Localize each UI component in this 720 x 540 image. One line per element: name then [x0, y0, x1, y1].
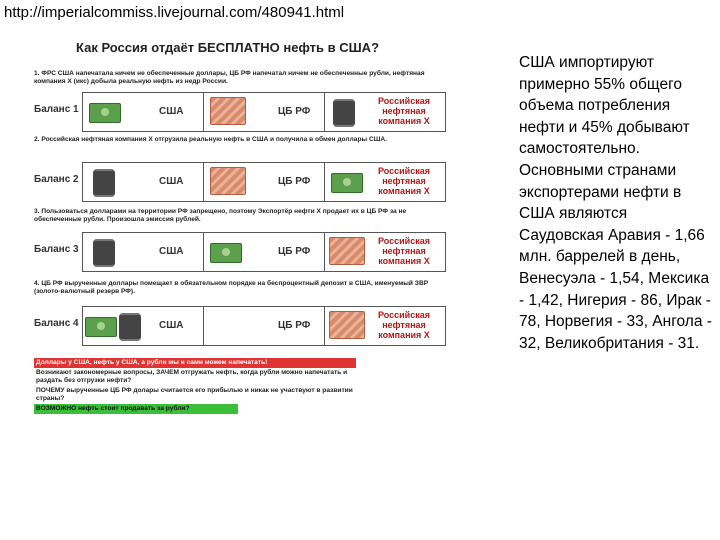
balance-label-4: Баланс 4 — [34, 318, 79, 329]
cb-label: ЦБ РФ — [278, 246, 311, 257]
footer-red-banner: Доллары у США, нефть у США, а рубли мы и сами можем напечатать! — [34, 358, 356, 368]
usa-box-2 — [82, 162, 204, 202]
oil-barrel-icon — [93, 169, 115, 197]
company-box-2 — [324, 162, 446, 202]
usa-box-3 — [82, 232, 204, 272]
oil-barrel-icon — [93, 239, 115, 267]
dollar-icon — [85, 317, 117, 337]
step-4-text: 4. ЦБ РФ вырученные доллары помещает в обязательном порядке на беспроцентный депозит в США, именуемый ЗВР (золото-валютный резерв РФ). — [34, 280, 429, 295]
step-2-text: 2. Российская нефтяная компания Х отгрузила реальную нефть в США и получила в обмен доллары США. — [34, 136, 387, 143]
ruble-icon — [210, 167, 246, 195]
usa-label: США — [159, 106, 184, 117]
usa-label: США — [159, 246, 184, 257]
cb-label: ЦБ РФ — [278, 106, 311, 117]
cb-box-2 — [203, 162, 325, 202]
company-box-1 — [324, 92, 446, 132]
balance-label-1: Баланс 1 — [34, 104, 79, 115]
dollar-icon — [331, 173, 363, 193]
step-3-text: 3. Пользоваться долларами на территории РФ запрещено, поэтому Экспортёр нефти Х продает их в ЦБ РФ за не обеспеченные рубли. Произошла эмиссия рублей. — [34, 208, 407, 223]
usa-box-4 — [82, 306, 204, 346]
ruble-icon — [329, 237, 365, 265]
cb-box-4 — [203, 306, 325, 346]
oil-import-text: США импортируют примерно 55% общего объема потребления нефти и 45% добывают самостоятельно. Основными странами экспортерами нефти в США являются Саудовская Аравия - 1,66 млн. баррелей в день, Венесуэла - 1,54, Мексика - 1,42, Нигерия - 86, Ирак - 78, Норвегия - 33, Ангола - 32, Великобритания - 31. — [519, 54, 712, 352]
company-box-3 — [324, 232, 446, 272]
balance-row-2 — [30, 160, 448, 202]
usa-label: США — [159, 176, 184, 187]
ruble-icon — [329, 311, 365, 339]
footer-question-1: Возникают закономерные вопросы, ЗАЧЕМ отгружать нефть, когда рубли можно напечатать и раздать без отгрузки нефти? — [36, 369, 348, 384]
infographic — [30, 32, 448, 432]
company-label: Российская нефтяная компания Х — [377, 96, 430, 126]
oil-barrel-icon — [119, 313, 141, 341]
footer-notes — [34, 358, 356, 414]
cb-box-1 — [203, 92, 325, 132]
cb-label: ЦБ РФ — [278, 176, 311, 187]
balance-label-2: Баланс 2 — [34, 174, 79, 185]
dollar-icon — [89, 103, 121, 123]
footer-green-banner: ВОЗМОЖНО нефть стоит продавать за рубли? — [34, 404, 238, 414]
balance-row-3 — [30, 230, 448, 272]
footer-question-2: ПОЧЕМУ вырученные ЦБ РФ долары считается его прибылью и никак не участвуют в развитии страны? — [36, 387, 353, 402]
cb-label: ЦБ РФ — [278, 320, 311, 331]
usa-box-1 — [82, 92, 204, 132]
company-label: Российская нефтяная компания Х — [377, 236, 430, 266]
company-label: Российская нефтяная компания Х — [377, 166, 430, 196]
ruble-icon — [210, 97, 246, 125]
infographic-title: Как Россия отдаёт БЕСПЛАТНО нефть в США? — [76, 40, 380, 55]
dollar-icon — [210, 243, 242, 263]
cb-box-3 — [203, 232, 325, 272]
company-label: Российская нефтяная компания Х — [377, 310, 430, 340]
balance-label-3: Баланс 3 — [34, 244, 79, 255]
company-box-4 — [324, 306, 446, 346]
usa-label: США — [159, 320, 184, 331]
source-url: http://imperialcommiss.livejournal.com/480941.html — [4, 4, 345, 21]
oil-barrel-icon — [333, 99, 355, 127]
balance-row-4 — [30, 304, 448, 346]
balance-row-1 — [30, 90, 448, 132]
step-1-text: 1. ФРС США напечатала ничем не обеспеченные доллары, ЦБ РФ напечатал ничем не обеспеченные рубли, нефтяная компания Х (икс) добыла реальную нефть из недр России. — [34, 70, 425, 85]
